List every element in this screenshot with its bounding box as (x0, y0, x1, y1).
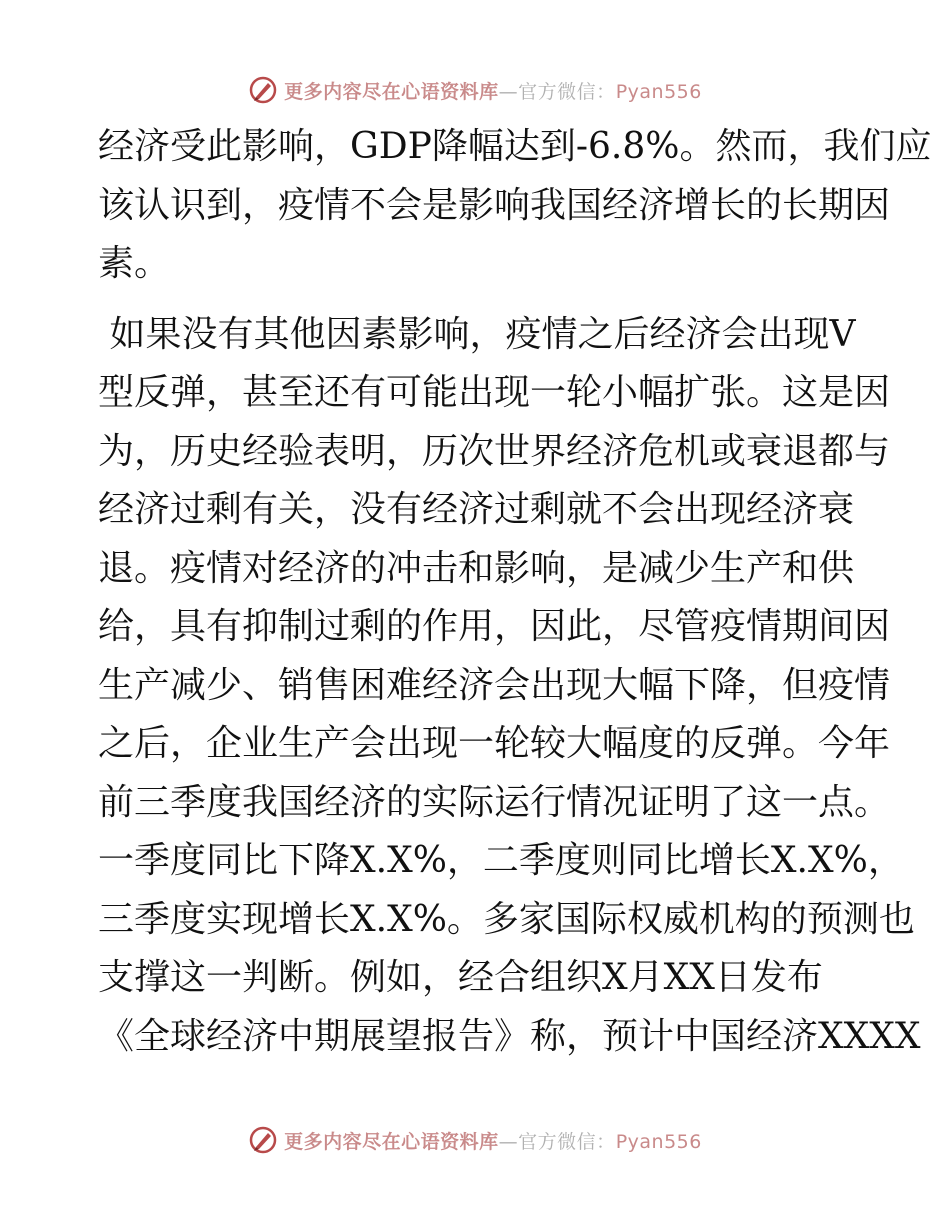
text-line: 素。 (98, 243, 171, 284)
header-banner-wechat-id: Pyan556 (615, 80, 702, 103)
text-line: 之后，企业生产会出现一轮较大幅度的反弹。今年 (98, 723, 891, 764)
text-line: 该认识到，疫情不会是影响我国经济增长的长期因 (98, 184, 891, 226)
header-banner-text (284, 77, 702, 104)
footer-banner-separator: — (498, 1130, 519, 1153)
text-line: 经济过剩有关，没有经济过剩就不会出现经济衰 (98, 489, 855, 530)
header-banner-separator: — (498, 80, 519, 103)
quill-pen-logo-icon (248, 1125, 278, 1155)
document-body (98, 118, 932, 1066)
footer-banner (0, 1120, 950, 1160)
text-line: 型反弹，甚至还有可能出现一轮小幅扩张。这是因 (98, 372, 891, 413)
footer-banner-text (284, 1127, 702, 1154)
header-banner-wechat-label: 官方微信： (518, 80, 616, 103)
text-line: 《全球经济中期展望报告》称，预计中国经济XXXX (98, 1015, 921, 1057)
text-line: 支撑这一判断。例如，经合组织X月XX日发布 (98, 957, 823, 998)
text-line: 一季度同比下降X.X%，二季度则同比增长X.X%， (98, 840, 904, 881)
quill-pen-logo-icon (248, 75, 278, 105)
text-line: 生产减少、销售困难经济会出现大幅下降，但疫情 (98, 664, 891, 706)
footer-banner-wechat-id: Pyan556 (615, 1130, 702, 1153)
footer-banner-wechat-label: 官方微信： (518, 1130, 616, 1153)
text-line: 如果没有其他因素影响，疫情之后经济会出现V (98, 313, 856, 355)
text-line: 经济受此影响，GDP降幅达到-6.8%。然而，我们应 (98, 126, 932, 167)
footer-banner-title: 更多内容尽在心语资料库 (284, 1130, 499, 1153)
header-banner-title: 更多内容尽在心语资料库 (284, 80, 499, 103)
text-line: 退。疫情对经济的冲击和影响，是减少生产和供 (98, 547, 855, 589)
text-line: 为，历史经验表明，历次世界经济危机或衰退都与 (98, 430, 891, 472)
header-banner (0, 70, 950, 110)
text-line: 三季度实现增长X.X%。多家国际权威机构的预测也 (98, 898, 915, 940)
text-line: 给，具有抑制过剩的作用，因此，尽管疫情期间因 (98, 606, 891, 647)
text-line: 前三季度我国经济的实际运行情况证明了这一点。 (98, 781, 891, 823)
paragraph-2 (98, 306, 921, 1067)
paragraph-1 (98, 118, 932, 294)
